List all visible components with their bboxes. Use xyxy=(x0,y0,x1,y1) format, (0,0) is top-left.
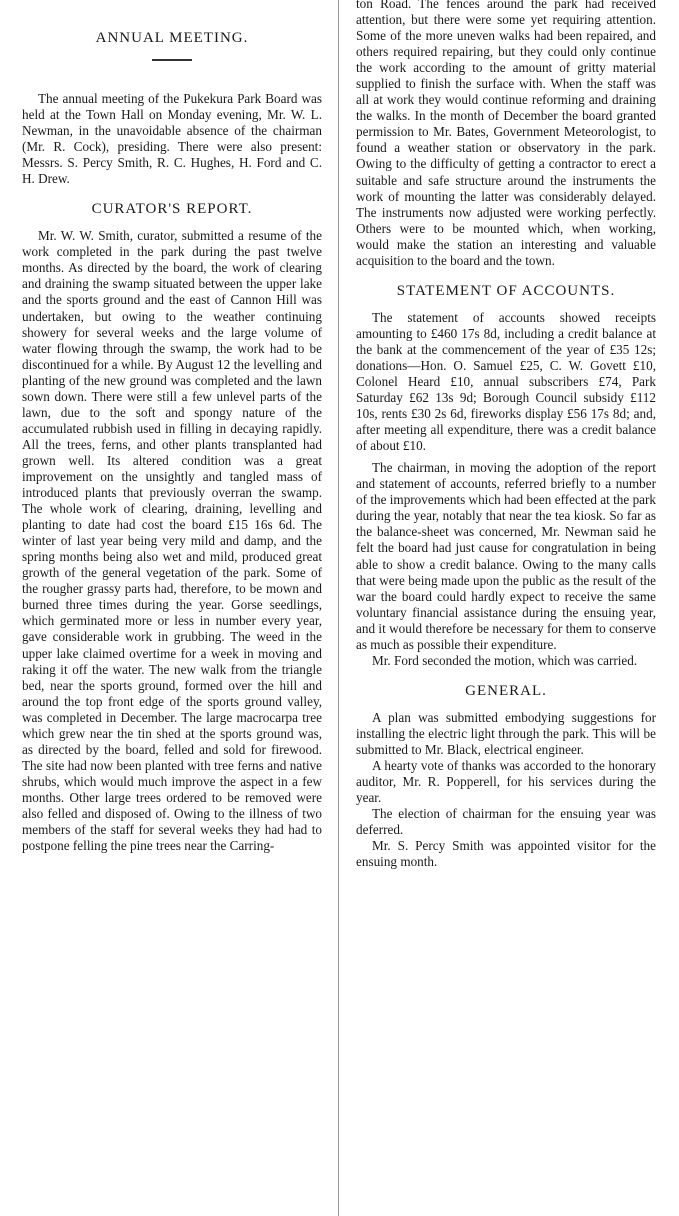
intro-paragraph: The annual meeting of the Pukekura Park Board was held at the Town Hall on Monday evening, Mr. W. L. Newman, in the unavoidable absence of the chairman (Mr. R. Cock), presiding. There were also present: Messrs. S. Percy Smith, R. C. Hughes, H. Ford and C. H. Drew. xyxy=(22,91,322,187)
right-column xyxy=(356,0,656,870)
left-column xyxy=(22,0,322,854)
general-paragraph-3: The election of chairman for the ensuing year was deferred. xyxy=(356,806,656,838)
general-paragraph-2: A hearty vote of thanks was accorded to the honorary auditor, Mr. R. Popperell, for his services during the year. xyxy=(356,757,656,806)
general-heading: GENERAL. xyxy=(465,682,547,699)
curator-report-heading: CURATOR'S REPORT. xyxy=(91,201,253,218)
accounts-heading: STATEMENT OF ACCOUNTS. xyxy=(396,282,616,299)
chairman-paragraph: The chairman, in moving the adoption of the report and statement of accounts, referred briefly to a number of the improvements which had been effected at the park during the year, notably that near the tea kiosk. So far as the balance-sheet was concerned, Mr. Newman said he felt the board had just cause for congratulation in being able to show a credit balance. Owing to the many calls that were being made upon the public as the result of the war the board could hardly expect to receive the same voluntary financial assistance during the ensuing year, and it would therefore be necessary for them to conserve as much as possible their expenditure. xyxy=(356,460,656,652)
column-divider xyxy=(338,0,339,1216)
general-paragraph-1: A plan was submitted embodying suggestions for installing the electric light through the park. This will be submitted to Mr. Black, electrical engineer. xyxy=(356,709,656,757)
general-paragraph-4: Mr. S. Percy Smith was appointed visitor for the ensuing month. xyxy=(356,838,656,870)
accounts-paragraph: The statement of accounts showed receipts amounting to £460 17s 8d, including a credit balance at the bank at the commencement of the year of £35 12s; donations—Hon. O. Samuel £25, C. W. Govett £10, Colonel Heard £10, annual subscribers £74, Park Saturday £62 13s 9d; Borough Council subsidy £112 10s, rents £30 2s 6d, fireworks display £56 17s 8d; and, after meeting all expenditure, there was a credit balance of about £10. xyxy=(356,309,656,454)
curator-report-continued: ton Road. The fences around the park had received attention, but there were some yet requiring attention. Some of the more uneven walks had been repaired, and others required repairing, but they could only continue the work according to the amount of gritty material supplied to finish the surface with. When the staff was all at work they would continue reforming and draining the walks. In the month of December the board granted permission to Mr. Bates, Government Meteorologist, to found a weather station or observatory in the park. Owing to the difficulty of getting a contractor to erect a suitable and safe structure around the instruments the work of mounting the latter was considerably delayed. The instruments now adjusted were working perfectly. Others were to be mounted which, when working, would make the station an interesting and valuable acquisition to the board and the town. xyxy=(356,0,656,268)
ford-paragraph: Mr. Ford seconded the motion, which was carried. xyxy=(372,652,638,668)
article-title: ANNUAL MEETING. xyxy=(95,30,249,46)
curator-report-paragraph: Mr. W. W. Smith, curator, submitted a resume of the work completed in the park during the past twelve months. As directed by the board, the work of clearing and draining the swamp situated between the upper lake and the sports ground and the east of Cannon Hill was undertaken, but owing to the weather continuing showery for several weeks and the large volume of water flowing through the swamp, the work had to be discontinued for a while. By August 12 the levelling and planting of the new ground was completed and the lawn sown down. There were still a few unlevel parts of the lawn, due to the soft and spongy nature of the accumulated rubbish used in filling in decaying rapidly. All the trees, ferns, and other plants transplanted had grown well. Its altered condition was a great improvement on the unsightly and tangled mass of introduced plants that previously overran the swamp. The whole work of clearing, draining, levelling and planting to date had cost the board £15 16s 6d. The winter of last year being very mild and damp, and the spring months being also wet and mild, produced great growth of the general vegetation of the park. Some of the rougher grassy parts had, therefore, to be mown and burned three times during the year. Gorse seedlings, which germinated more or less in number every year, gave considerable work in grubbing. The weed in the upper lake claimed overtime for a week in moving and raking it off the water. The new walk from the triangle bed, near the sports ground, formed over the hill and around the top front edge of the sports ground valley, was completed in December. The large macrocarpa tree which grew near the tin shed at the sports ground was, as directed by the board, felled and sold for firewood. The site had now been planted with tree ferns and native shrubs, which would much improve the aspect in a few months. Other large trees ordered to be removed were also felled and disposed of. Owing to the illness of two members of the staff for several weeks they had had to postpone felling the pine trees near the Carring- xyxy=(22,228,322,854)
title-rule xyxy=(152,59,192,61)
